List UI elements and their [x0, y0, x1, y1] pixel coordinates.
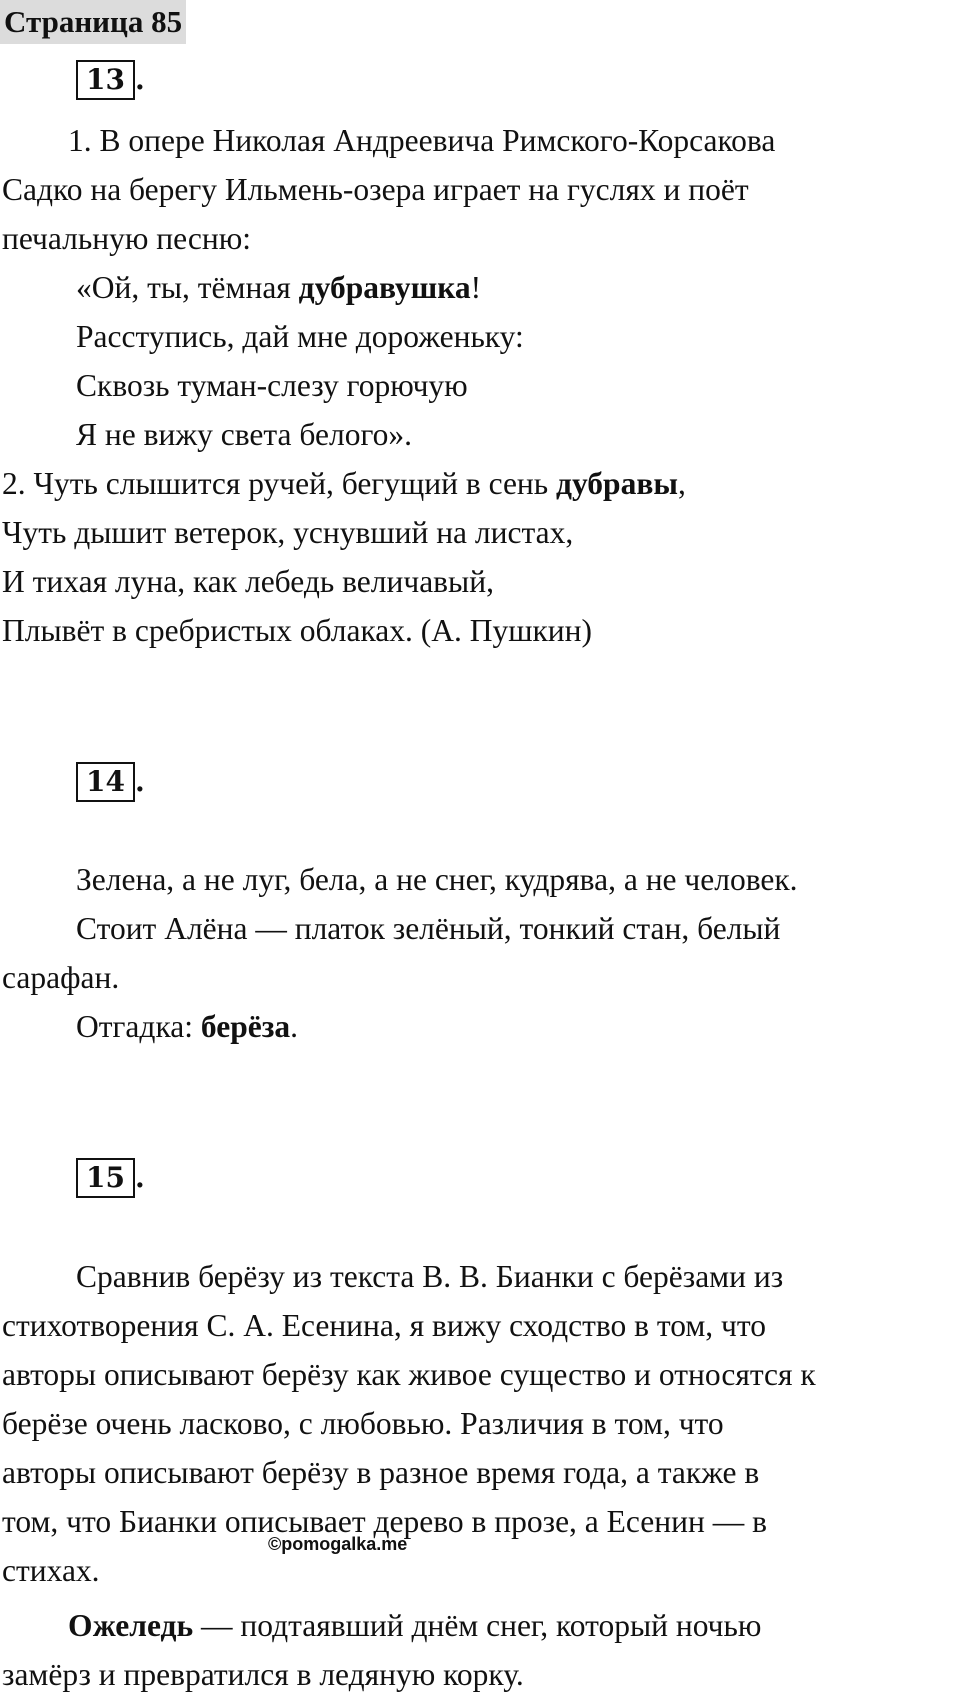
text-line: 1. В опере Николая Андреевича Римского-Корсакова — [68, 123, 776, 158]
poem-line: 2. Чуть слышится ручей, бегущий в сень дубравы, — [2, 466, 686, 501]
poem-line: Я не вижу света белого». — [76, 417, 412, 452]
text-line: Зелена, а не луг, бела, а не снег, кудрява, а не человек. — [76, 862, 798, 897]
text-line: авторы описывают берёзу в разное время года, а также в — [2, 1455, 760, 1490]
text-line: сарафан. — [2, 960, 120, 995]
page-title: Страница 85 — [0, 0, 186, 44]
poem-line: «Ой, ты, тёмная дубравушка! — [76, 270, 482, 305]
footnote-term: Ожеледь — [68, 1608, 194, 1643]
text-line: берёзе очень ласково, с любовью. Различия в том, что — [2, 1406, 724, 1441]
text-line: Стоит Алёна — платок зелёный, тонкий стан, белый — [76, 911, 781, 946]
text-line: Сравнив берёзу из текста В. В. Бианки с берёзами из — [76, 1259, 784, 1294]
task-number-box: 13 — [76, 60, 135, 100]
task-number-box: 15 — [76, 1158, 135, 1198]
task-15-number: 15 . — [76, 1158, 145, 1198]
text-line: стихотворения С. А. Есенина, я вижу сходство в том, что — [2, 1308, 766, 1343]
task-13-number: 13 . — [76, 60, 145, 100]
text-line: авторы описывают берёзу как живое существо и относятся к — [2, 1357, 816, 1392]
text-line: том, что Бианки описывает дерево в прозе, а Есенин — в — [2, 1504, 767, 1539]
answer-line: Отгадка: берёза. — [76, 1009, 298, 1044]
answer-word: берёза — [200, 1009, 291, 1044]
text-line: стихах. — [2, 1553, 100, 1588]
task-number-box: 14 — [76, 762, 135, 802]
task-14-number: 14 . — [76, 762, 145, 802]
text-line: Садко на берегу Ильмень-озера играет на гуслях и поёт — [2, 172, 749, 207]
bold-word: дубравы — [556, 466, 678, 501]
footnote-line: замёрз и превратился в ледяную корку. — [2, 1657, 524, 1692]
text-line: печальную песню: — [2, 221, 252, 256]
poem-line: Чуть дышит ветерок, уснувший на листах, — [2, 515, 574, 550]
footnote-line: Ожеледь — подтаявший днём снег, который ночью — [68, 1608, 762, 1643]
poem-line: Плывёт в сребристых облаках. (А. Пушкин) — [2, 613, 593, 648]
poem-line: Сквозь туман-слезу горючую — [76, 368, 468, 403]
poem-line: Расступись, дай мне дороженьку: — [76, 319, 524, 354]
poem-line: И тихая луна, как лебедь величавый, — [2, 564, 494, 599]
bold-word: дубравушка — [298, 270, 471, 305]
watermark: ©pomogalka.me — [268, 1534, 408, 1554]
